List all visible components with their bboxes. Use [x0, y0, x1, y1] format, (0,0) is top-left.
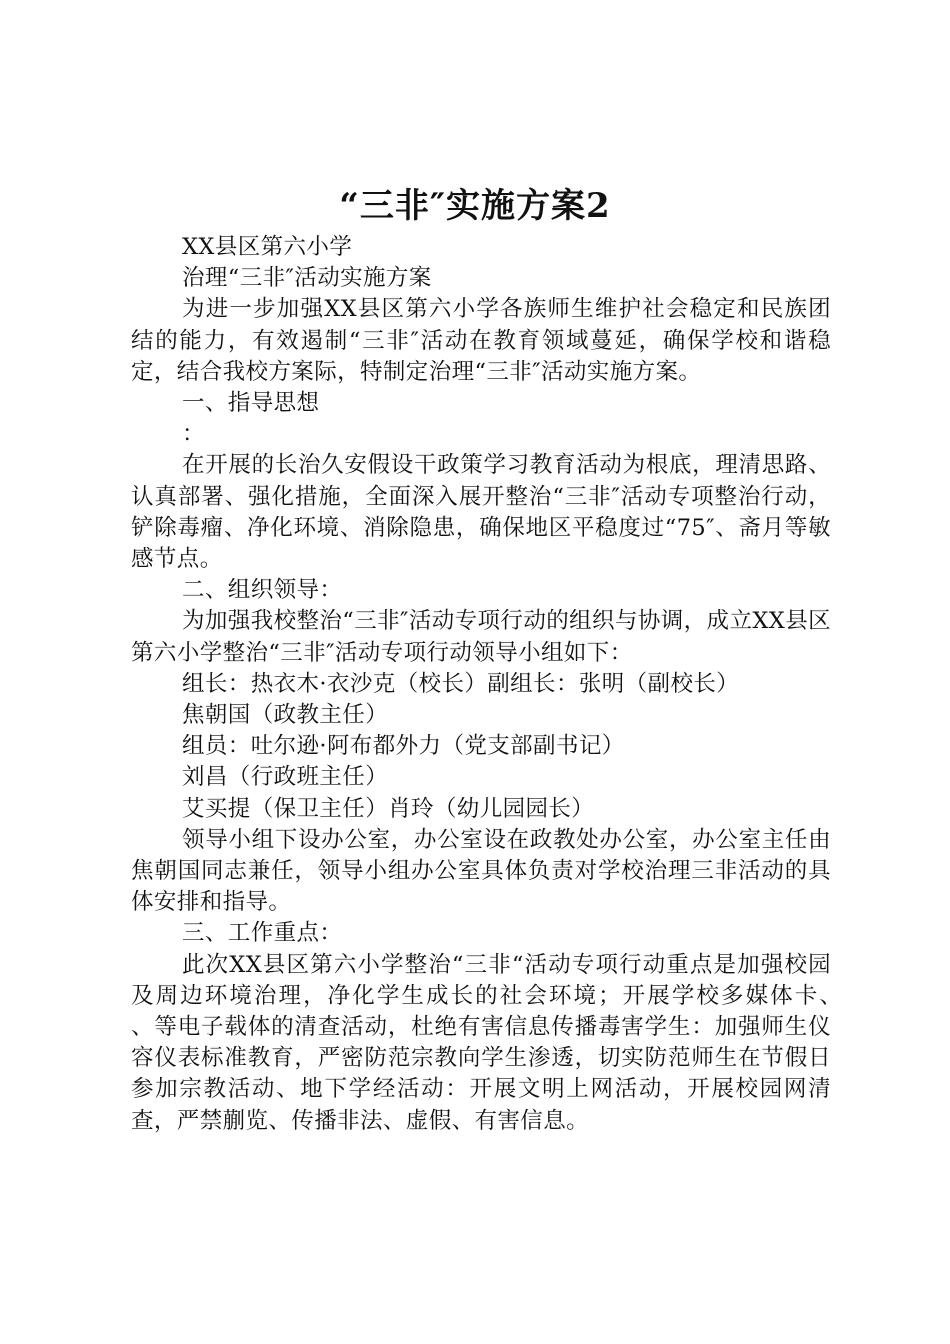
member-line-1: 组员：吐尔逊·阿布都外力（党支部副书记）: [182, 733, 625, 760]
section-heading-guiding-thought: 一、指导思想: [182, 390, 320, 417]
section-heading-organization: 二、组织领导：: [182, 577, 343, 604]
plan-subtitle: 治理“三非″活动实施方案: [182, 265, 432, 292]
member-line-2: 刘昌（行政班主任）: [182, 764, 389, 791]
colon-line: ：: [182, 421, 205, 448]
deputy-line: 焦朝国（政教主任）: [182, 702, 389, 729]
school-name: XX县区第六小学: [182, 234, 353, 260]
document-title: “三非″实施方案2: [339, 186, 611, 226]
member-line-3: 艾买提（保卫主任）肖玲（幼儿园园长）: [182, 795, 595, 822]
leader-line: 组长：热衣木·衣沙克（校长）副组长：张明（副校长）: [182, 670, 740, 697]
key-work-paragraph: 此次XX县区第六小学整治“三非“活动专项行动重点是加强校园及周边环境治理，净化学生成长的社会环境；开展学校多媒体卡、 、等电子载体的清查活动，杜绝有害信息传播毒害学生：加强师生仪容仪表标准教育，严密防范宗教向学生渗透，切实防范师生在节假日参加宗教活动、地下学经活动：开展文明上网活动，开展校园网清查，严禁蒯览、传播非法、虚假、有害信息。: [131, 951, 877, 1134]
document-body: [131, 232, 877, 1137]
organization-paragraph: 为加强我校整治“三非″活动专项行动的组织与协调，成立XX县区第六小学整治“三非″活动专项行动领导小组如下：: [131, 608, 831, 666]
intro-paragraph: 为进一步加强XX县区第六小学各族师生维护社会稳定和民族团结的能力，有效遏制“三非″活动在教育领域蔓延，确保学校和谐稳定，结合我校方案际，特制定治理“三非″活动实施方案。: [131, 296, 831, 385]
guiding-thought-paragraph: 在开展的长治久安假设干政策学习教育活动为根底，理清思路、认真部署、强化措施，全面深入展开整治“三非″活动专项整治行动，铲除毒瘤、净化环境、消除隐患，确保地区平稳度过“75″、斋月等敏感节点。: [131, 452, 831, 573]
office-paragraph: 领导小组下设办公室，办公室设在政教处办公室，办公室主任由焦朝国同志兼任，领导小组办公室具体负责对学校治理三非活动的具体安排和指导。: [131, 826, 831, 916]
section-heading-key-work: 三、工作重点：: [182, 920, 343, 947]
